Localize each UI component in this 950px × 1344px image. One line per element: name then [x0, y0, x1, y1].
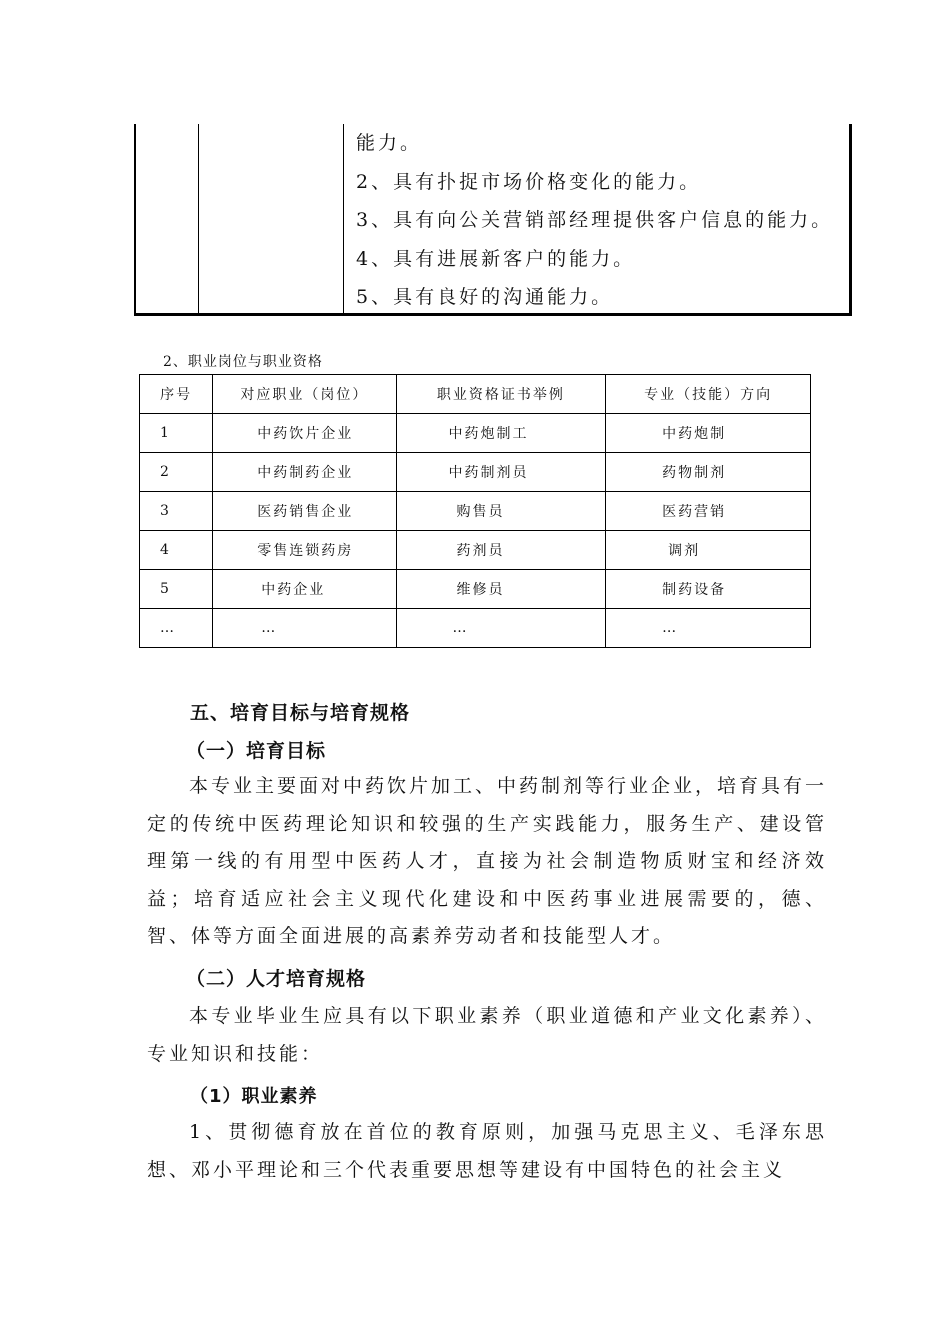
table-row: [140, 492, 811, 531]
continuation-table: [134, 124, 852, 316]
table-cell: 零售连锁药房: [213, 531, 396, 570]
ability-line: 能力。: [356, 132, 423, 154]
table-cell: …: [606, 609, 811, 648]
table-cell: 医药营销: [606, 492, 811, 531]
paragraph-text: 1、贯彻德育放在首位的教育原则，加强马克思主义、毛泽东思想、邓小平理论和三个代表重要思想等建设有中国特色的社会主义: [147, 1121, 827, 1181]
table-cell: 药剂员: [396, 531, 606, 570]
table-cell: …: [140, 609, 213, 648]
table-cell: 3: [140, 492, 213, 531]
table-cell: 中药炮制工: [396, 414, 606, 453]
paragraph-text: 本专业主要面对中药饮片加工、中药制剂等行业企业，培育具有一定的传统中医药理论知识和较强的生产实践能力，服务生产、建设管理第一线的有用型中医药人才，直接为社会制造物质财宝和经济效益；培育适应社会主义现代化建设和中医药事业进展需要的，德、智、体等方面全面进展的高素养劳动者和技能型人才。: [147, 775, 828, 947]
table-cell: 2: [140, 453, 213, 492]
column-divider: [198, 124, 199, 313]
subsection-title: （一）培育目标: [186, 740, 327, 762]
table-cell: 中药炮制: [606, 414, 811, 453]
paragraph-goal: [147, 768, 827, 956]
subsection-title: （二）人才培育规格: [186, 968, 367, 990]
table-cell: 中药制药企业: [213, 453, 396, 492]
section-title: 五、培育目标与培育规格: [190, 702, 411, 724]
ability-line: 2、具有扑捉市场价格变化的能力。: [356, 170, 702, 193]
table-cell: 4: [140, 531, 213, 570]
ability-line: 3、具有向公关营销部经理提供客户信息的能力。: [356, 209, 834, 231]
table-cell: …: [213, 609, 396, 648]
table-cell: 调剂: [606, 531, 811, 570]
job-qualification-table: [139, 374, 811, 648]
subsection-title: （1）职业素养: [190, 1086, 318, 1107]
table-row: [140, 531, 811, 570]
ability-line: 4、具有进展新客户的能力。: [356, 247, 636, 270]
table-cell: 药物制剂: [606, 453, 811, 492]
table-row: [140, 453, 811, 492]
table-cell: 1: [140, 414, 213, 453]
table-header-row: [140, 375, 811, 414]
table-caption: 2、职业岗位与职业资格: [163, 354, 323, 370]
table-row: [140, 609, 811, 648]
table-cell: 维修员: [396, 570, 606, 609]
header-cell: 对应职业（岗位）: [213, 375, 396, 414]
table-cell: 医药销售企业: [213, 492, 396, 531]
paragraph-spec: [147, 998, 827, 1073]
table-cell: 5: [140, 570, 213, 609]
table-cell: …: [396, 609, 606, 648]
paragraph-quality: [147, 1114, 827, 1189]
table-cell: 中药企业: [213, 570, 396, 609]
table-cell: 制药设备: [606, 570, 811, 609]
ability-line: 5、具有良好的沟通能力。: [356, 286, 614, 308]
table-row: [140, 570, 811, 609]
paragraph-text: 本专业毕业生应具有以下职业素养（职业道德和产业文化素养）、专业知识和技能：: [147, 1005, 827, 1065]
table-cell: 中药饮片企业: [213, 414, 396, 453]
table-cell: 中药制剂员: [396, 453, 606, 492]
header-cell: 序号: [140, 375, 213, 414]
header-cell: 职业资格证书举例: [396, 375, 606, 414]
header-cell: 专业（技能）方向: [606, 375, 811, 414]
table-row: [140, 414, 811, 453]
ability-list: [354, 124, 849, 317]
column-divider: [343, 124, 344, 313]
table-cell: 购售员: [396, 492, 606, 531]
